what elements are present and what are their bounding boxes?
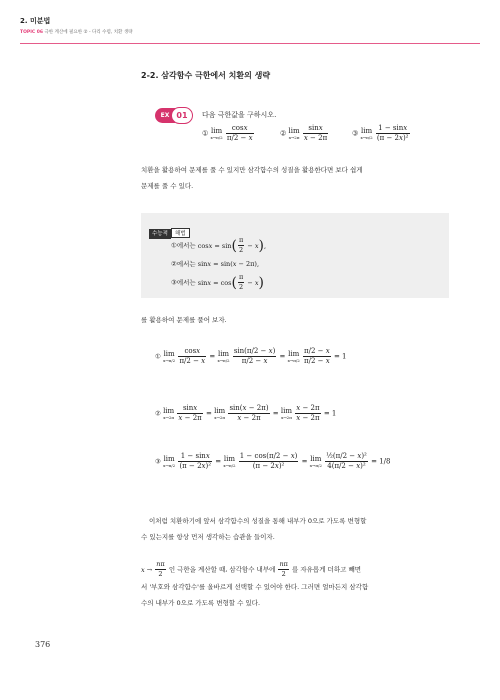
solution-2-number: ② (155, 409, 161, 418)
result-1: = 1 (333, 352, 347, 361)
problem-1-number: ① (202, 129, 209, 138)
box-line-1-prefix: ①에서는 (171, 241, 196, 250)
conclusion-2-line-2: 서 '부호와 삼각함수'를 올바르게 선택할 수 있어야 한다. 그러면 얼마든지 삼각함 (141, 583, 369, 591)
result-2: = 1 (323, 409, 337, 418)
solution-1-number: ① (155, 352, 161, 361)
box-tag-2: 해법 (171, 228, 190, 238)
header-subtitle (20, 29, 133, 35)
topic-label: TOPIC 06 (20, 30, 43, 35)
topic-subtitle: 극한 계산에 필요한 ② - 다리 수렴, 치환 생략 (44, 30, 133, 35)
solve-intro: 를 활용하여 문제를 풀어 보자. (141, 316, 227, 324)
solution-3-number: ③ (155, 457, 161, 466)
example-badge (155, 108, 197, 123)
solution-box (141, 213, 449, 298)
conclusion-1-line-2: 수 있는지를 항상 먼저 생각하는 습관을 들이자. (141, 533, 275, 541)
problem-1: ① lim x→π/2 $\frac{\cos x}{\pi/2 - x}$ (202, 124, 253, 142)
solution-3: ③ lim x→π/2 $\frac{1 - \sin x}{\text{(π − 2x)²}}$ = lim x→π/2 $\frac{1 - \cos(\pi/2 - x)}{\text{(π − 2x)²}}$ = lim x→π/2 $\frac{\text{½(π/2 − x)²}}{\text{4(π/2 − x)²}}$ = 1/8 (155, 452, 391, 470)
solution-2: ② lim x→2π $\frac{\sin x}{x - 2\pi}$ = lim x→2π $\frac{\sin(x - 2\pi)}{x - 2\pi}$ = lim x→2π $\frac{x - 2\pi}{x - 2\pi}$ = 1 (155, 404, 337, 422)
conclusion-2-line-3: 수의 내부가 0으로 가도록 변형할 수 있다. (141, 599, 261, 607)
problem-3-number: ③ (352, 129, 359, 138)
intro-line-2: 문제를 풀 수 있다. (141, 182, 194, 190)
problem-2: ② lim x→2π $\frac{\sin x}{x - 2\pi}$ (280, 124, 328, 142)
example-label: EX (155, 108, 175, 123)
box-line-1: ①에서는 cosx = sin( $\frac{\pi}{2}$ − x), (171, 236, 267, 254)
page-number: 376 (35, 640, 51, 649)
header-divider (20, 43, 480, 44)
problem-3: ③ lim x→π/2 $\frac{1 - \sin x}{\text{(π − 2x)²}}$ (352, 124, 409, 142)
box-tag-1: 수능적 (149, 229, 171, 239)
conclusion-1 (141, 513, 451, 545)
box-line-3: ③에서는 sinx = cos( $\frac{\pi}{2}$ − x) (171, 273, 264, 291)
box-tag (149, 220, 190, 237)
intro-paragraph (141, 162, 451, 194)
solution-1: ① lim x→π/2 $\frac{\cos x}{\pi/2 - x}$ = lim x→π/2 $\frac{\sin(\pi/2 - x)}{\pi/2 - x}$ = lim x→π/2 $\frac{\pi/2 - x}{\pi/2 - x}$ = 1 (155, 347, 347, 365)
box-line-2: ②에서는 sinx = sin(x − 2π), (171, 260, 260, 268)
conclusion-1-line-1: 이처럼 치환하기에 앞서 삼각함수의 성질을 통해 내부가 0으로 가도록 변형할 (149, 517, 367, 525)
conclusion-2-part-1: 인 극한을 계산할 때, 삼각함수 내부에 (168, 565, 276, 574)
chapter-title: 2. 미분법 (20, 17, 51, 25)
conclusion-2-line-1: x → $\frac{n\pi}{2}$ 인 극한을 계산할 때, 삼각함수 내부에 $\frac{n\pi}{2}$ 를 자유롭게 더하고 빼면 (141, 560, 362, 578)
result-3: = 1/8 (371, 457, 391, 466)
conclusion-2-part-2: 를 자유롭게 더하고 빼면 (292, 565, 362, 574)
box-line-3-prefix: ③에서는 (171, 278, 196, 287)
conclusion-2 (141, 560, 451, 611)
box-line-2-prefix: ②에서는 (171, 260, 196, 268)
intro-line-1: 치환을 활용하여 문제를 풀 수 있지만 삼각함수의 성질을 활용한다면 보다 쉽게 (141, 166, 363, 174)
example-question: 다음 극한값을 구하시오. (202, 111, 277, 119)
problem-2-number: ② (280, 129, 287, 138)
section-title: 2-2. 삼각함수 극한에서 치환의 생략 (141, 71, 271, 80)
running-header (20, 16, 133, 35)
example-number: 01 (171, 107, 193, 124)
